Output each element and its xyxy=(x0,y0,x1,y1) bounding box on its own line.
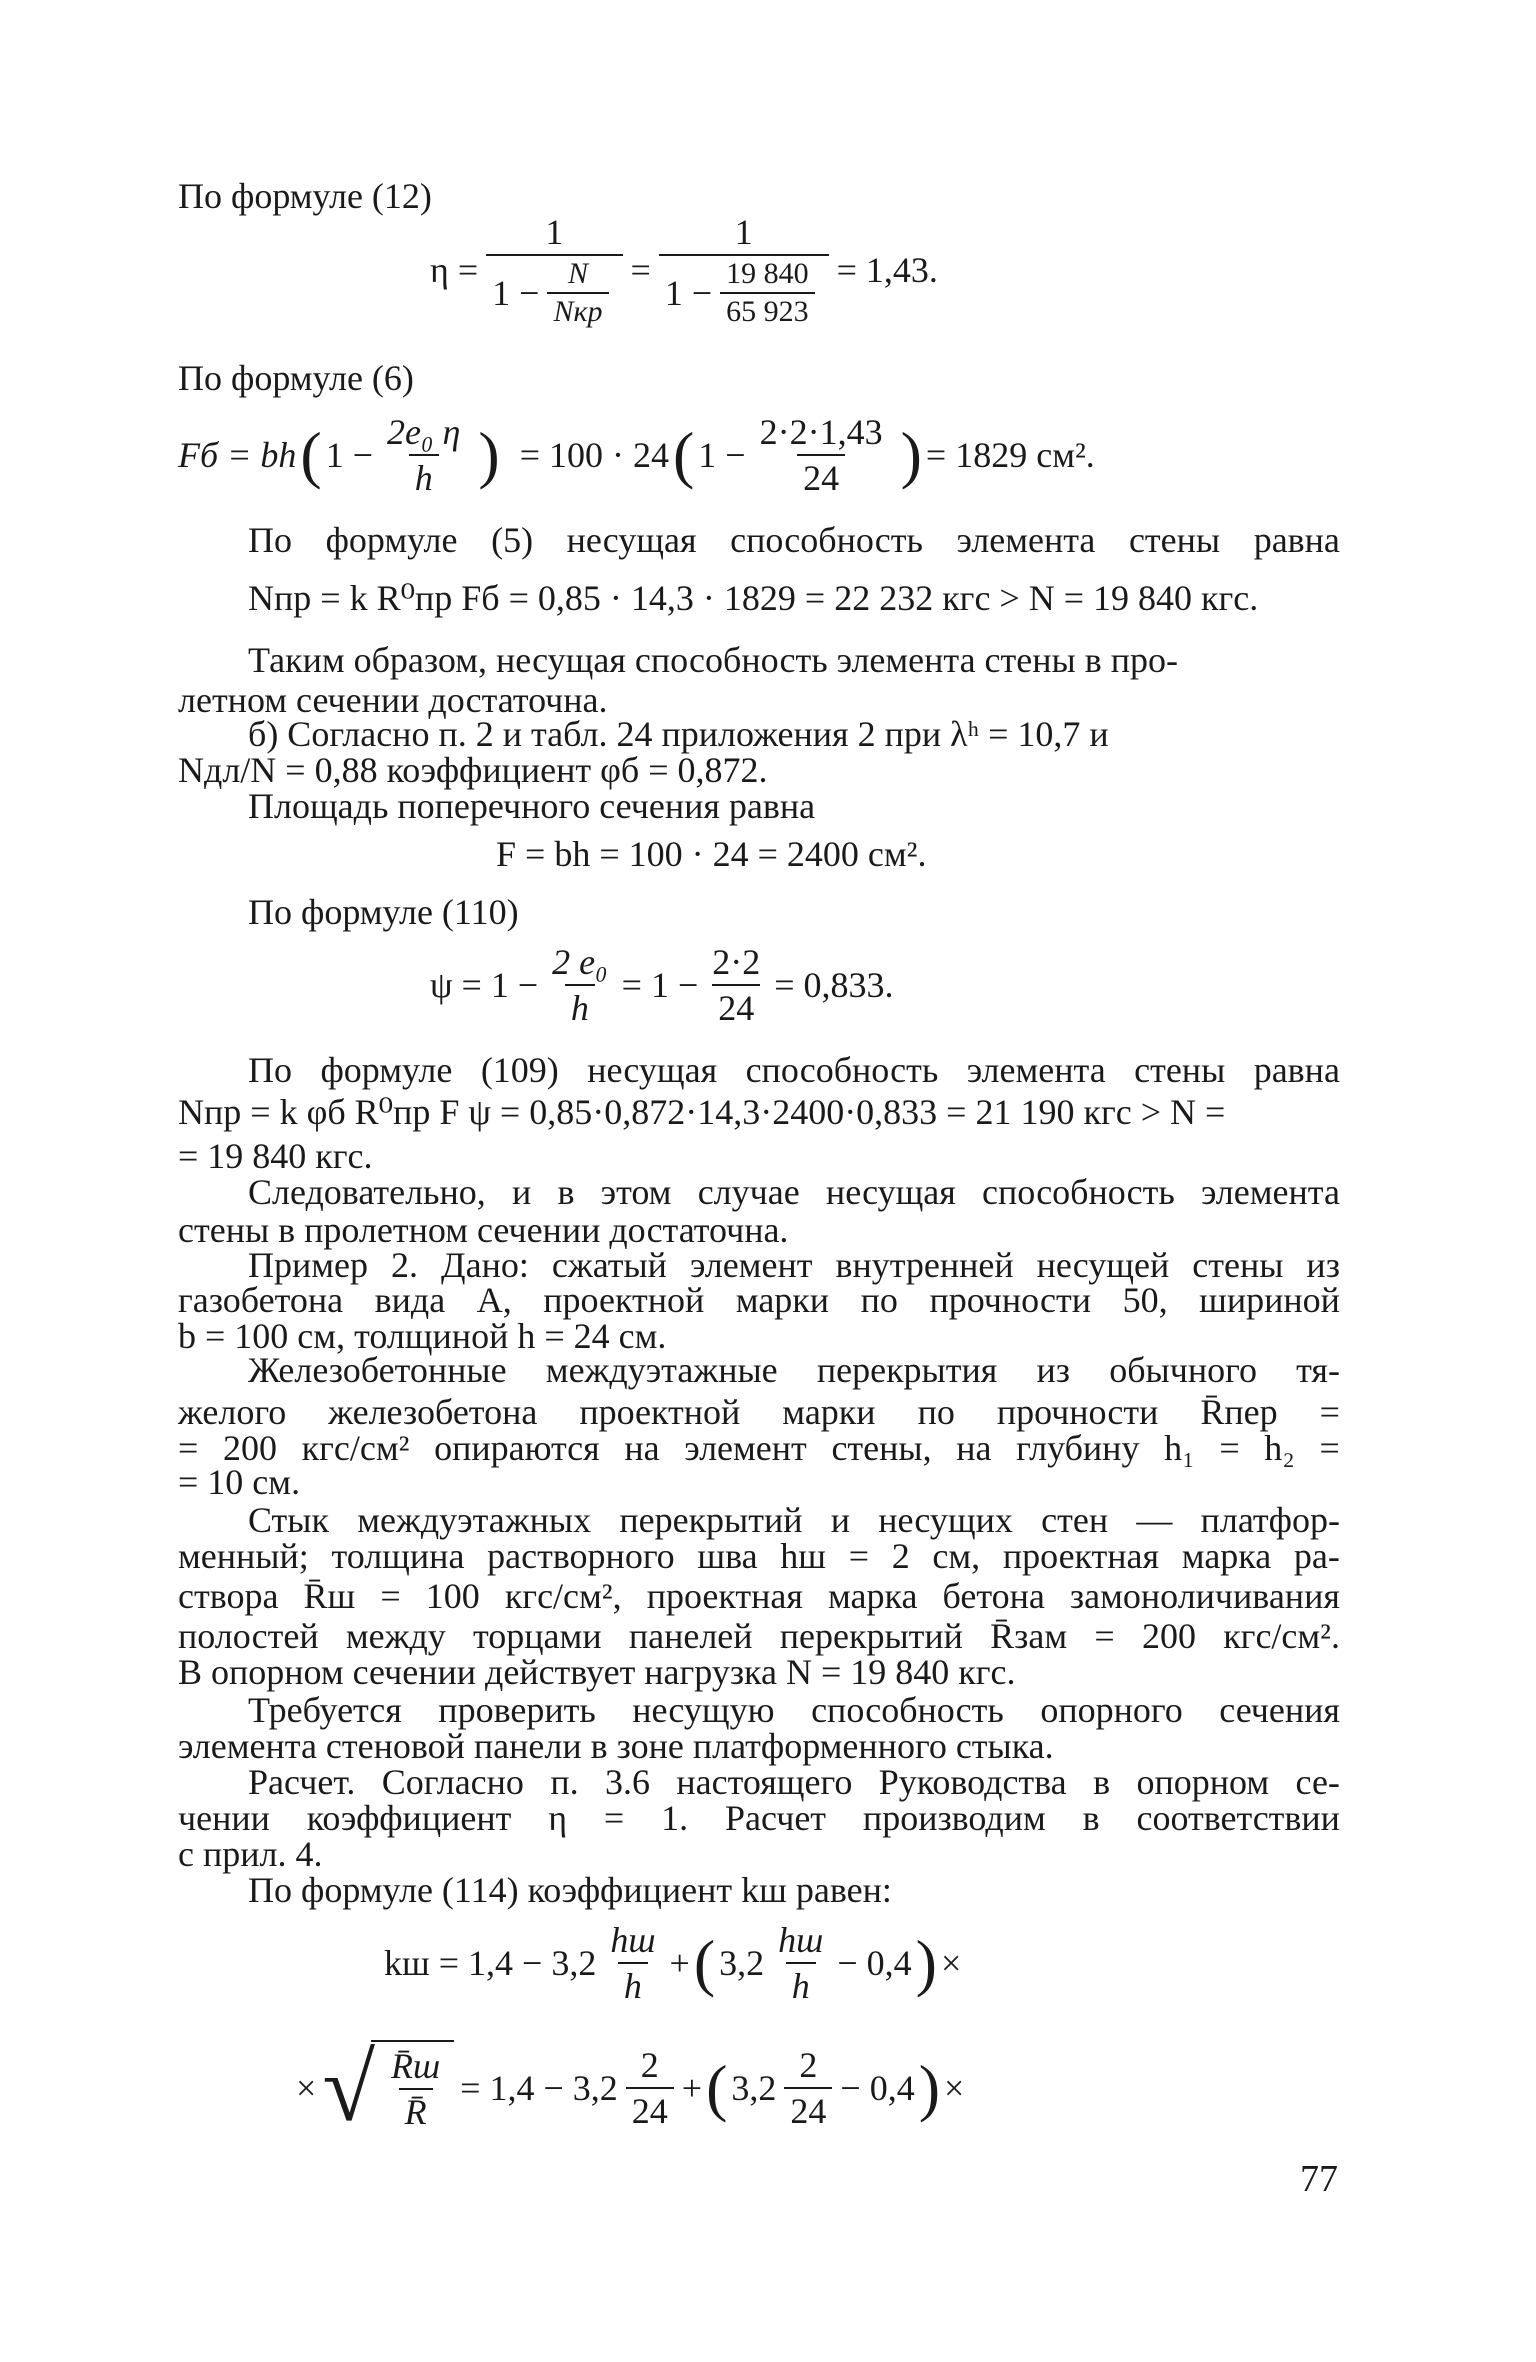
text-line xyxy=(248,1500,1340,1540)
text-line xyxy=(248,1350,1340,1390)
word: шва xyxy=(697,1536,758,1576)
word: и xyxy=(511,1172,532,1212)
word: п. xyxy=(550,1762,579,1802)
numerator: 19 840 xyxy=(726,257,809,290)
text-line xyxy=(178,1616,1340,1656)
word: коэффициент xyxy=(306,1798,512,1838)
word: стены xyxy=(1134,1050,1226,1090)
text-line: Nпр = k φб R⁰пр F ψ = 0,85·0,872·14,3·2400·0,833 = 21 190 кгс > N = xyxy=(178,1092,1226,1132)
denominator: 24 xyxy=(797,454,845,498)
word: на xyxy=(624,1428,660,1468)
denominator: h xyxy=(618,1962,648,2006)
word: равна xyxy=(1253,520,1340,560)
word: — xyxy=(1136,1500,1173,1540)
denominator xyxy=(659,254,829,328)
word: способность xyxy=(745,1050,939,1090)
word: = xyxy=(848,1536,870,1576)
denominator: 24 xyxy=(784,2087,832,2131)
fraction xyxy=(706,942,766,1028)
word: газобетона xyxy=(178,1280,344,1320)
text-line xyxy=(178,1798,1340,1838)
times-sign: × xyxy=(296,2068,317,2108)
paren-right: ) xyxy=(900,419,922,490)
word: се- xyxy=(1295,1762,1340,1802)
word: вида xyxy=(374,1280,446,1320)
term: 3,2 xyxy=(719,1943,765,1983)
word: h₂ xyxy=(1264,1428,1295,1468)
paren-left: ( xyxy=(672,419,695,490)
word: 50, xyxy=(1122,1280,1168,1320)
numerator: 2·2·1,43 xyxy=(759,412,883,452)
word: менный; xyxy=(178,1536,309,1576)
word: соответствии xyxy=(1136,1798,1340,1838)
text-line: В опорном сечении действует нагрузка N = 19 840 кгс. xyxy=(178,1652,1016,1692)
text-line xyxy=(248,1690,1340,1730)
denominator: R̄ xyxy=(399,2088,433,2132)
word: (5) xyxy=(491,520,534,560)
word: несущих xyxy=(878,1500,1013,1540)
fraction xyxy=(754,412,889,498)
word: равна xyxy=(1253,1050,1340,1090)
word: несущая xyxy=(566,520,697,560)
word: междуэтажных xyxy=(357,1500,592,1540)
fraction xyxy=(546,942,614,1028)
word: панелей xyxy=(628,1616,753,1656)
word: сжатый xyxy=(551,1245,667,1285)
denominator xyxy=(486,254,622,328)
numerator: 2·2 xyxy=(712,942,761,982)
term: 1 − xyxy=(492,273,540,313)
fraction xyxy=(626,2045,674,2131)
text-line: По формуле (6) xyxy=(178,358,414,398)
word: глубину xyxy=(1016,1428,1140,1468)
text-line: F = bh = 100 · 24 = 2400 см². xyxy=(496,834,927,874)
term: = 100 · 24 xyxy=(519,435,669,475)
text-line xyxy=(248,1050,1340,1090)
word: Расчет xyxy=(724,1798,827,1838)
word: сечения xyxy=(1219,1690,1340,1730)
word: чении xyxy=(178,1798,270,1838)
word: марка xyxy=(1181,1536,1272,1576)
word: 2. xyxy=(391,1245,419,1285)
word: Железобетонные xyxy=(248,1350,507,1390)
result: = 1829 см². xyxy=(925,435,1095,475)
term: 1 − xyxy=(664,273,713,313)
word: стен xyxy=(1041,1500,1109,1540)
fraction xyxy=(604,1920,661,2006)
word: проектной xyxy=(579,1392,741,1432)
text-line xyxy=(178,1536,1340,1576)
text-line: Nпр = k R⁰пр Fб = 0,85 · 14,3 · 1829 = 22 232 кгс > N = 19 840 кгс. xyxy=(248,578,1259,618)
word: Стык xyxy=(248,1500,329,1540)
term: 1 − xyxy=(325,435,374,475)
text-line xyxy=(248,1245,1340,1285)
formula-lhs: η = xyxy=(430,250,479,290)
term: 3,2 xyxy=(731,2068,777,2108)
denominator: 65 923 xyxy=(720,292,815,328)
numerator: 1 xyxy=(545,212,564,252)
word: опираются xyxy=(434,1428,600,1468)
word: прочности xyxy=(996,1392,1159,1432)
text-line xyxy=(248,1762,1340,1802)
numerator: hш xyxy=(778,1920,824,1960)
word: способность xyxy=(811,1690,1004,1730)
word: R̄ш xyxy=(303,1576,356,1616)
plus-sign: + xyxy=(669,1943,690,1983)
formula-psi xyxy=(430,942,894,1028)
word: и xyxy=(830,1500,851,1540)
word: опорном xyxy=(1136,1762,1270,1802)
denominator: h xyxy=(786,1962,816,2006)
word: проектной xyxy=(543,1280,705,1320)
term: = 1 − xyxy=(621,965,699,1005)
word: этом xyxy=(600,1172,672,1212)
word: желого xyxy=(178,1392,287,1432)
word: перекрытия xyxy=(816,1350,998,1390)
page-number: 77 xyxy=(1300,2158,1338,2200)
paren-right: ) xyxy=(918,2052,941,2123)
word: толщина xyxy=(331,1536,465,1576)
word: А, xyxy=(476,1280,512,1320)
word: стены xyxy=(1192,1245,1284,1285)
word: 200 xyxy=(1141,1616,1196,1656)
word: обычного xyxy=(1109,1350,1257,1390)
fraction xyxy=(772,1920,829,2006)
formula-lhs: Fб = bh xyxy=(178,435,297,475)
formula-eta xyxy=(430,212,938,328)
term: − 0,4 xyxy=(837,1943,912,1983)
word: hш xyxy=(780,1536,827,1576)
word: Расчет. xyxy=(248,1762,356,1802)
word: проектная xyxy=(1002,1536,1160,1576)
text-line: = 10 см. xyxy=(178,1462,301,1502)
word: марка xyxy=(828,1576,918,1616)
result: = 1,43. xyxy=(836,250,938,290)
numerator: 2 e₀ xyxy=(552,942,608,982)
text-line: По формуле (114) коэффициент kш равен: xyxy=(248,1870,892,1910)
word: по xyxy=(860,1280,898,1320)
word: в xyxy=(557,1172,575,1212)
paren-right: ) xyxy=(915,1927,937,1998)
word: из xyxy=(1036,1350,1071,1390)
word: = xyxy=(1319,1428,1340,1468)
word: несущая xyxy=(825,1172,956,1212)
text-line xyxy=(178,1576,1340,1616)
word: (109) xyxy=(480,1050,559,1090)
text-line xyxy=(248,1172,1340,1212)
numerator: 1 xyxy=(734,212,753,252)
word: элемента xyxy=(956,520,1096,560)
word: = xyxy=(603,1798,625,1838)
word: ра- xyxy=(1293,1536,1340,1576)
word: междуэтажные xyxy=(545,1350,778,1390)
word: Руководства xyxy=(878,1762,1067,1802)
word: Пример xyxy=(248,1245,369,1285)
term: = 1,4 − 3,2 xyxy=(460,2068,618,2108)
text-line: = 19 840 кгс. xyxy=(178,1136,373,1176)
word: в xyxy=(1082,1798,1100,1838)
text-line: По формуле (110) xyxy=(248,892,519,932)
word: производим xyxy=(862,1798,1046,1838)
word: бетона xyxy=(942,1576,1045,1616)
word: тя- xyxy=(1296,1350,1340,1390)
word: опорного xyxy=(1040,1690,1183,1730)
word: По xyxy=(248,520,292,560)
fraction xyxy=(381,412,466,498)
word: = xyxy=(1219,1428,1240,1468)
word: кгс/см² xyxy=(301,1428,410,1468)
word: формуле xyxy=(325,520,458,560)
word: R̄зам xyxy=(990,1616,1068,1656)
word: растворного xyxy=(487,1536,675,1576)
word: проектная xyxy=(646,1576,803,1616)
text-line xyxy=(248,520,1340,560)
numerator: N xyxy=(567,257,588,290)
text-line: элемента стеновой панели в зоне платформенного стыка. xyxy=(178,1726,1054,1766)
word: из xyxy=(1306,1245,1340,1285)
word: стены, xyxy=(831,1428,932,1468)
formula-ksh-2 xyxy=(296,2034,965,2141)
numerator: R̄ш xyxy=(391,2046,441,2086)
word: стены xyxy=(1128,520,1221,560)
word: по xyxy=(917,1392,955,1432)
numerator: 2 xyxy=(799,2045,818,2085)
denominator: h xyxy=(565,984,595,1028)
text-line: Nдл/N = 0,88 коэффициент φб = 0,872. xyxy=(178,750,768,790)
text-line: Таким образом, несущая способность элемента стены в про- xyxy=(248,640,1178,680)
radicand xyxy=(371,2040,454,2136)
text-line: летном сечении достаточна. xyxy=(178,680,608,720)
fraction xyxy=(784,2045,832,2131)
word: шириной xyxy=(1199,1280,1340,1320)
text-line xyxy=(178,1392,1340,1432)
numerator: 2 xyxy=(640,2045,659,2085)
word: = xyxy=(178,1428,199,1468)
text-line: Площадь поперечного сечения равна xyxy=(248,786,816,826)
word: 3.6 xyxy=(605,1762,650,1802)
word: Дано: xyxy=(441,1245,529,1285)
word: кгс/см², xyxy=(504,1576,622,1616)
text-line: По формуле (12) xyxy=(178,176,432,216)
denominator: h xyxy=(409,454,439,498)
word: несущую xyxy=(632,1690,775,1730)
word: 1. xyxy=(661,1798,689,1838)
word: створа xyxy=(178,1576,279,1616)
fraction xyxy=(659,212,829,328)
word: на xyxy=(956,1428,992,1468)
word: прочности xyxy=(929,1280,1092,1320)
formula-lhs: ψ = 1 − xyxy=(430,965,539,1005)
paren-right: ) xyxy=(478,419,500,490)
word: элемента xyxy=(1201,1172,1340,1212)
word: 100 xyxy=(425,1576,480,1616)
word: Следовательно, xyxy=(248,1172,486,1212)
word: несущая xyxy=(587,1050,718,1090)
word: R̄пер xyxy=(1200,1392,1278,1432)
word: несущей xyxy=(1036,1245,1170,1285)
formula-ksh-1 xyxy=(384,1920,961,2006)
equals-sign: = xyxy=(630,250,651,290)
formula-lhs: kш = 1,4 − 3,2 xyxy=(384,1943,597,1983)
word: способность xyxy=(982,1172,1175,1212)
text-line: стены в пролетном сечении достаточна. xyxy=(178,1210,789,1250)
term: 1 − xyxy=(698,435,746,475)
text-line: б) Согласно п. 2 и табл. 24 приложения 2 при λʰ = 10,7 и xyxy=(248,714,1109,754)
square-root xyxy=(322,2034,454,2141)
word: элемент xyxy=(689,1245,813,1285)
word: случае xyxy=(697,1172,800,1212)
word: железобетона xyxy=(328,1392,538,1432)
word: настоящего xyxy=(676,1762,853,1802)
result: = 0,833. xyxy=(774,965,894,1005)
text-line: b = 100 см, толщиной h = 24 см. xyxy=(178,1316,667,1356)
word: элемент xyxy=(684,1428,807,1468)
paren-left: ( xyxy=(693,1927,716,1998)
times-sign: × xyxy=(940,1943,962,1983)
denominator: 24 xyxy=(626,2087,674,2131)
word: перекрытий xyxy=(779,1616,963,1656)
word: полостей xyxy=(178,1616,319,1656)
word: в xyxy=(1093,1762,1111,1802)
word: торцами xyxy=(473,1616,602,1656)
word: способность xyxy=(730,520,923,560)
fraction xyxy=(486,212,622,328)
word: внутренней xyxy=(835,1245,1014,1285)
text-line xyxy=(178,1428,1340,1468)
formula-fb xyxy=(178,412,1095,498)
numerator: 2e₀ η xyxy=(387,412,461,452)
word: Требуется xyxy=(248,1690,402,1730)
word: 200 xyxy=(222,1428,277,1468)
word: платфор- xyxy=(1200,1500,1340,1540)
text-line: с прил. 4. xyxy=(178,1834,323,1874)
word: Согласно xyxy=(381,1762,524,1802)
times-sign: × xyxy=(944,2068,965,2108)
inner-fraction xyxy=(720,258,815,328)
inner-fraction xyxy=(547,258,608,328)
paren-left: ( xyxy=(300,419,322,490)
paren-left: ( xyxy=(706,2052,728,2123)
word: = xyxy=(1319,1392,1340,1432)
word: 2 xyxy=(891,1536,910,1576)
word: формуле xyxy=(320,1050,453,1090)
word: элемента xyxy=(966,1050,1106,1090)
word: см, xyxy=(932,1536,981,1576)
word: замоноличивания xyxy=(1069,1576,1340,1616)
word: марки xyxy=(782,1392,876,1432)
term: − 0,4 xyxy=(840,2068,915,2108)
numerator: hш xyxy=(610,1920,656,1960)
word: η xyxy=(548,1798,568,1838)
radical-icon: √ xyxy=(322,2034,375,2141)
denominator: 24 xyxy=(712,984,760,1028)
word: = xyxy=(1094,1616,1115,1656)
word: кгс/см². xyxy=(1223,1616,1340,1656)
word: перекрытий xyxy=(619,1500,803,1540)
word: По xyxy=(248,1050,292,1090)
word: марки xyxy=(735,1280,830,1320)
word: = xyxy=(380,1576,401,1616)
word: h₁ xyxy=(1164,1428,1195,1468)
denominator: Nкр xyxy=(547,292,608,328)
text-line xyxy=(178,1280,1340,1320)
fraction xyxy=(385,2046,446,2132)
word: проверить xyxy=(438,1690,596,1730)
plus-sign: + xyxy=(681,2068,703,2108)
word: между xyxy=(345,1616,446,1656)
